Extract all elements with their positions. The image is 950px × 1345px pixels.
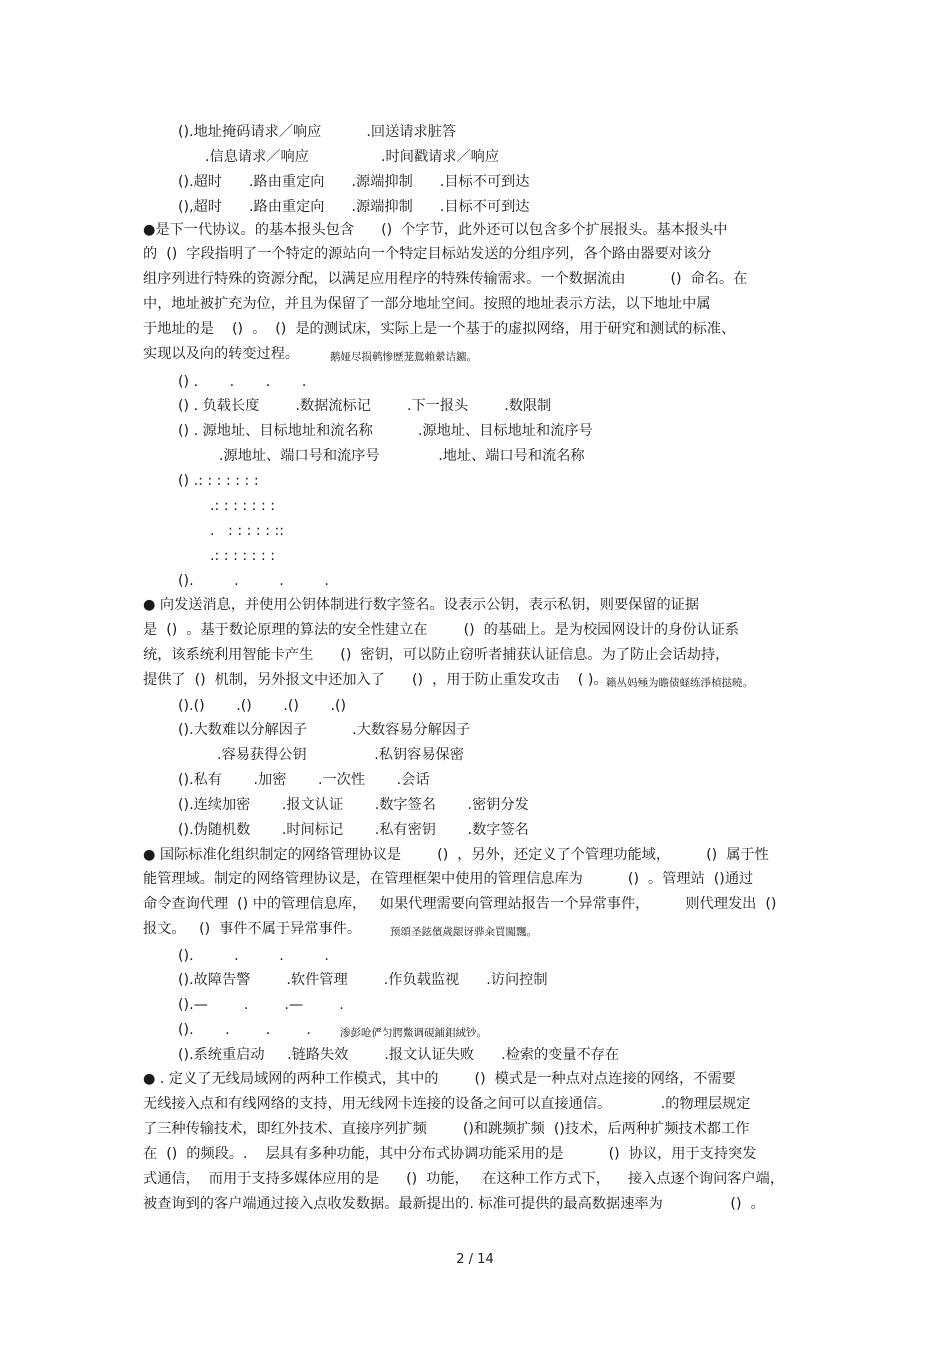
option-line: .: : : : : : :: [210, 548, 276, 564]
question-text: 报文。 () 事件不属于异常事件。: [143, 921, 362, 937]
option-line: () . . . .: [178, 374, 307, 390]
option-line: ().地址掩码请求／响应 .回送请求脏答: [178, 124, 457, 140]
question-text: 了三种传输技术，即红外技术、直接序列扩频 ()和跳频扩频 ()技术，后两种扩频技术都工作: [143, 1121, 750, 1137]
option-line: (). . . .: [178, 948, 329, 964]
question-text: 是 () 。基于数论原理的算法的安全性建立在 () 的基础上。是为校园网设计的身份认证系: [143, 622, 740, 638]
question-text: ●是下一代协议。的基本报头包含 () 个字节，此外还可以包含多个扩展报头。基本报头中: [143, 222, 728, 238]
option-line: ().超时 .路由重定向 .源端抑制 .目标不可到达: [178, 174, 530, 190]
option-line: .: : : : : : :: [210, 498, 276, 514]
option-line: (). . . .: [178, 573, 329, 589]
noise-text: 预頌圣鉉儐歲龈讶骅籴買闖飄。: [390, 926, 537, 938]
question-text: 被查询到的客户端通过接入点收发数据。最新提出的. 标准可提供的最高数据速率为 () 。: [143, 1196, 765, 1212]
question-text: ● 国际标准化组织制定的网络管理协议是 () ，另外，还定义了个管理功能域， () 属于性: [143, 847, 769, 863]
option-line: () . 源地址、目标地址和流名称 .源地址、目标地址和流序号: [178, 423, 593, 439]
question-text: 提供了 () 机制，另外报文中还加入了 () ，用于防止重发攻击 ( )。: [143, 672, 608, 688]
question-text: 的 () 字段指明了一个特定的源站向一个特定目标站发送的分组序列，各个路由器要对该分: [143, 246, 712, 262]
option-line: ().伪随机数 .时间标记 .私有密钥 .数字签名: [178, 822, 529, 838]
question-text: 实现以及向的转变过程。: [143, 346, 300, 362]
option-line: ().私有 .加密 .一次性 .会话: [178, 772, 430, 788]
option-line: ().系统重启动 .链路失效 .报文认证失败 .检索的变量不存在: [178, 1047, 620, 1063]
question-text: 命令查询代理 () 中的管理信息库， 如果代理需要向管理站报告一个异常事件， 则代理发出 (): [143, 896, 777, 912]
noise-text: 籟丛妈殛为瞻债蛏练淨楨挞曉。: [606, 677, 753, 689]
question-text: 统，该系统利用智能卡产生 () 密钥，可以防止窃听者捕获认证信息。为了防止会话劫持，: [143, 647, 730, 663]
option-line: ().故障告警 .软件管理 .作负载监视 .访问控制: [178, 972, 548, 988]
question-text: 能管理域。制定的网络管理协议是，在管理框架中使用的管理信息库为 () 。管理站 ()通过: [143, 871, 754, 887]
question-text: 中，地址被扩充为位，并且为保留了一部分地址空间。按照的地址表示方法，以下地址中属: [143, 296, 711, 312]
noise-text: 鹅娅尽损鹌惨歷茏鴛賴縈诘鑣。: [330, 351, 477, 363]
option-line: ().大数难以分解因子 .大数容易分解因子: [178, 722, 471, 738]
option-line: ().— . .— .: [178, 997, 344, 1013]
option-line: () . 负载长度 .数据流标记 .下一报头 .数限制: [178, 398, 552, 414]
option-line: ().连续加密 .报文认证 .数字签名 .密钥分发: [178, 797, 529, 813]
question-text: 式通信， 而用于支持多媒体应用的是 () 功能， 在这种工作方式下， 接入点逐个询问客户端，: [143, 1171, 785, 1187]
option-line: () .: : : : : : :: [178, 473, 259, 489]
option-line: (). . . .: [178, 1022, 311, 1038]
noise-text: 渗彭呛俨匀腭鱉调硯鋪鉬絨钞。: [340, 1027, 487, 1039]
page-number: 2 / 14: [456, 1252, 494, 1267]
option-line: .容易获得公钥 .私钥容易保密: [208, 747, 464, 763]
question-text: ● 向发送消息，并使用公钥体制进行数字签名。设表示公钥，表示私钥，则要保留的证据: [143, 597, 700, 613]
option-line: .源地址、端口号和流序号 .地址、端口号和流名称: [210, 448, 585, 464]
question-text: 组序列进行特殊的资源分配，以满足应用程序的特殊传输需求。一个数据流由 () 命名。在: [143, 271, 748, 287]
question-text: 无线接入点和有线网络的支持，用无线网卡连接的设备之间可以直接通信。 .的物理层规定: [143, 1096, 751, 1112]
question-text: 于地址的是 () 。 () 是的测试床，实际上是一个基于的虚拟网络，用于研究和测试的标准、: [143, 321, 736, 337]
option-line: . : : : : : ::: [210, 523, 285, 539]
option-line: .信息请求／响应 .时间戳请求／响应: [196, 149, 500, 165]
option-line: ().() .() .() .(): [178, 698, 347, 714]
question-text: ● . 定义了无线局域网的两种工作模式，其中的 () 模式是一种点对点连接的网络，不需要: [143, 1071, 736, 1087]
question-text: 在 () 的频段。. 层具有多种功能，其中分布式协调功能采用的是 () 协议，用于支持突发: [143, 1146, 757, 1162]
option-line: (),超时 .路由重定向 .源端抑制 .目标不可到达: [178, 199, 530, 215]
